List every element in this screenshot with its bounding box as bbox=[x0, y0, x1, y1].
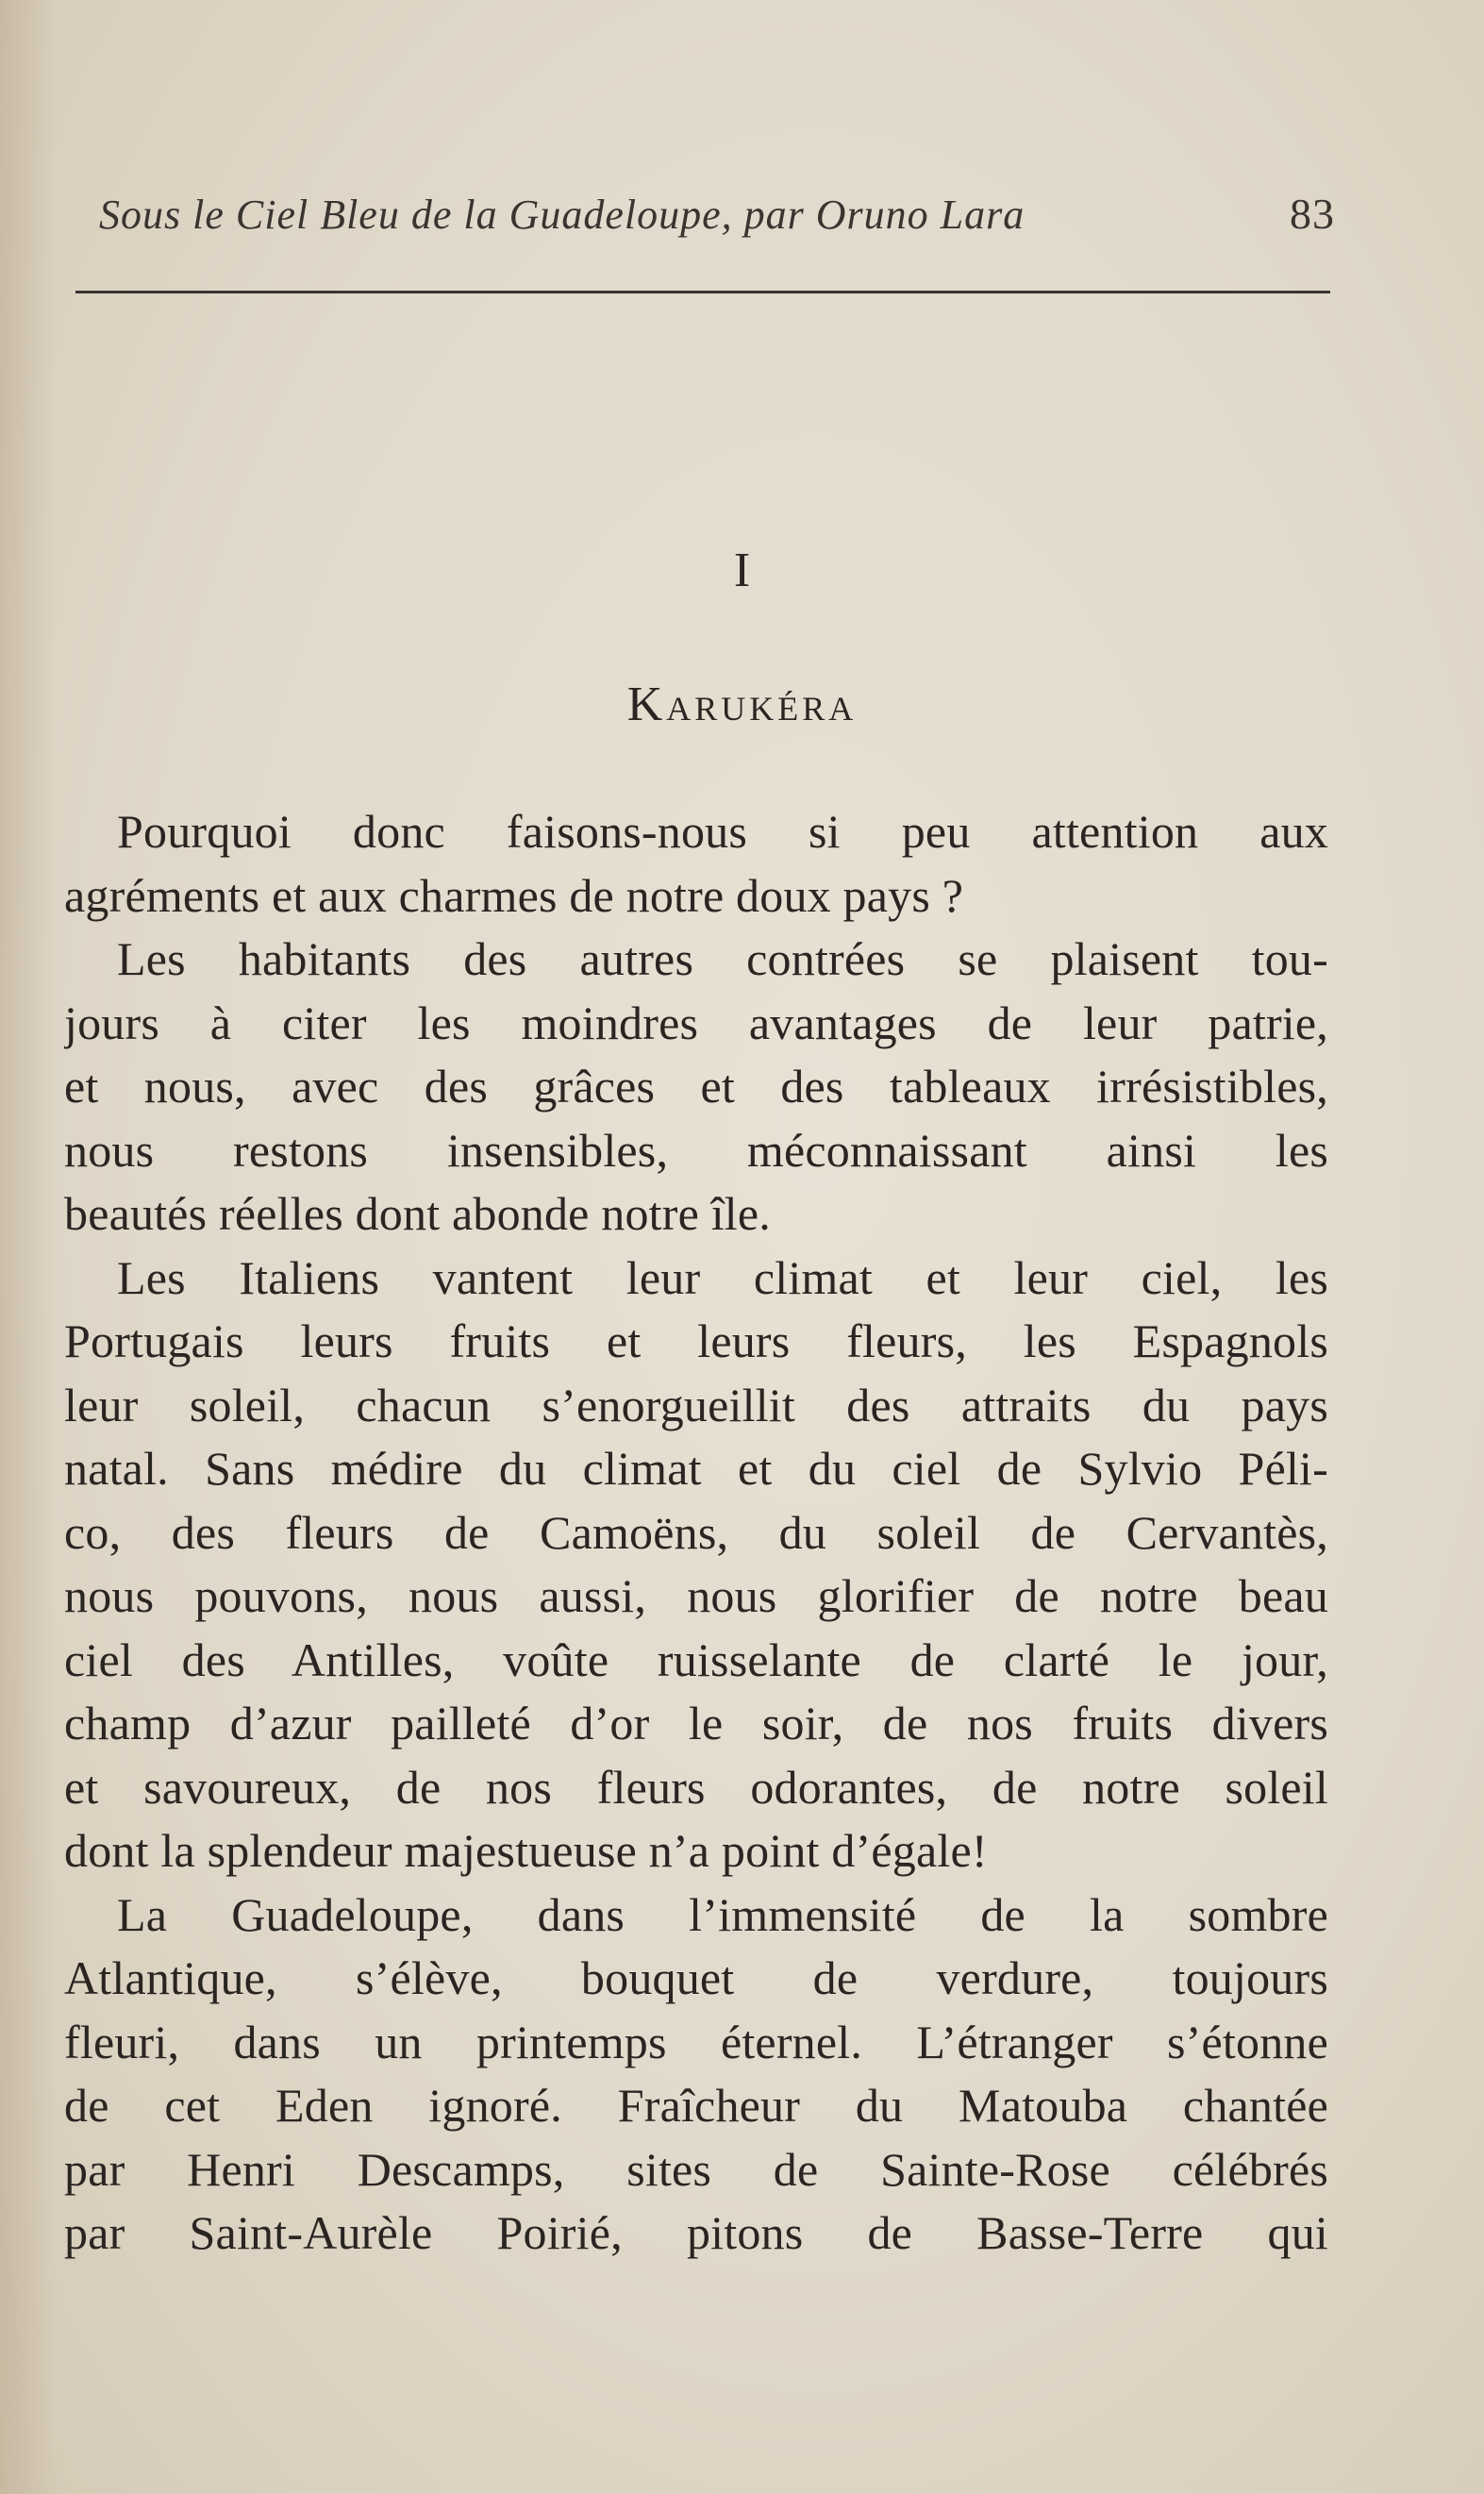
text-line: de cet Eden ignoré. Fraîcheur du Matouba chantée bbox=[64, 2079, 1328, 2132]
text-line: et savoureux, de nos fleurs odorantes, de notre soleil bbox=[64, 1760, 1328, 1814]
text-line: fleuri, dans un printemps éternel. L’étranger s’étonne bbox=[64, 2015, 1328, 2068]
text-line: Portugais leurs fruits et leurs fleurs, les Espagnols bbox=[64, 1314, 1328, 1367]
text-line: champ d’azur pailleté d’or le soir, de nos fruits divers bbox=[64, 1697, 1328, 1749]
text-line: beautés réelles dont abonde notre île. bbox=[64, 1187, 771, 1240]
text-line: agréments et aux charmes de notre doux pays ? bbox=[64, 868, 964, 922]
text-line: nous pouvons, nous aussi, nous glorifier de notre beau bbox=[64, 1569, 1328, 1622]
text-line: dont la splendeur majestueuse n’a point d’égale! bbox=[64, 1824, 988, 1877]
text-line: La Guadeloupe, dans l’immensité de la sombre bbox=[117, 1887, 1328, 1941]
text-line: et nous, avec des grâces et des tableaux irrésistibles, bbox=[64, 1060, 1328, 1113]
running-head-title: Sous le Ciel Bleu de la Guadeloupe, par Oruno Lara bbox=[99, 192, 1025, 238]
page-number: 83 bbox=[1290, 190, 1335, 238]
text-line: par Saint-Aurèle Poirié, pitons de Basse-Terre qui bbox=[64, 2206, 1328, 2259]
text-line: jours à citer les moindres avantages de leur patrie, bbox=[64, 996, 1328, 1049]
text-line: Atlantique, s’élève, bouquet de verdure, toujours bbox=[64, 1951, 1328, 2004]
text-line: leur soleil, chacun s’enorgueillit des attraits du pays bbox=[64, 1378, 1328, 1431]
header-rule bbox=[75, 291, 1330, 293]
running-head bbox=[99, 189, 1335, 239]
text-line: nous restons insensibles, méconnaissant ainsi les bbox=[64, 1123, 1328, 1177]
text-line: natal. Sans médire du climat et du ciel de Sylvio Péli- bbox=[64, 1442, 1328, 1495]
text-line: Les habitants des autres contrées se plaisent tou- bbox=[117, 932, 1328, 985]
chapter-title: Karukéra bbox=[626, 678, 858, 731]
text-line: ciel des Antilles, voûte ruisselante de clarté le jour, bbox=[64, 1632, 1328, 1686]
text-line: co, des fleurs de Camoëns, du soleil de Cervantès, bbox=[64, 1505, 1328, 1559]
text-line: par Henri Descamps, sites de Sainte-Rose célébrés bbox=[64, 2142, 1328, 2196]
chapter-number: I bbox=[733, 544, 751, 597]
text-line: Les Italiens vantent leur climat et leur ciel, les bbox=[117, 1250, 1328, 1304]
body-text bbox=[64, 800, 1328, 2266]
text-line: Pourquoi donc faisons-nous si peu attention aux bbox=[117, 805, 1328, 858]
